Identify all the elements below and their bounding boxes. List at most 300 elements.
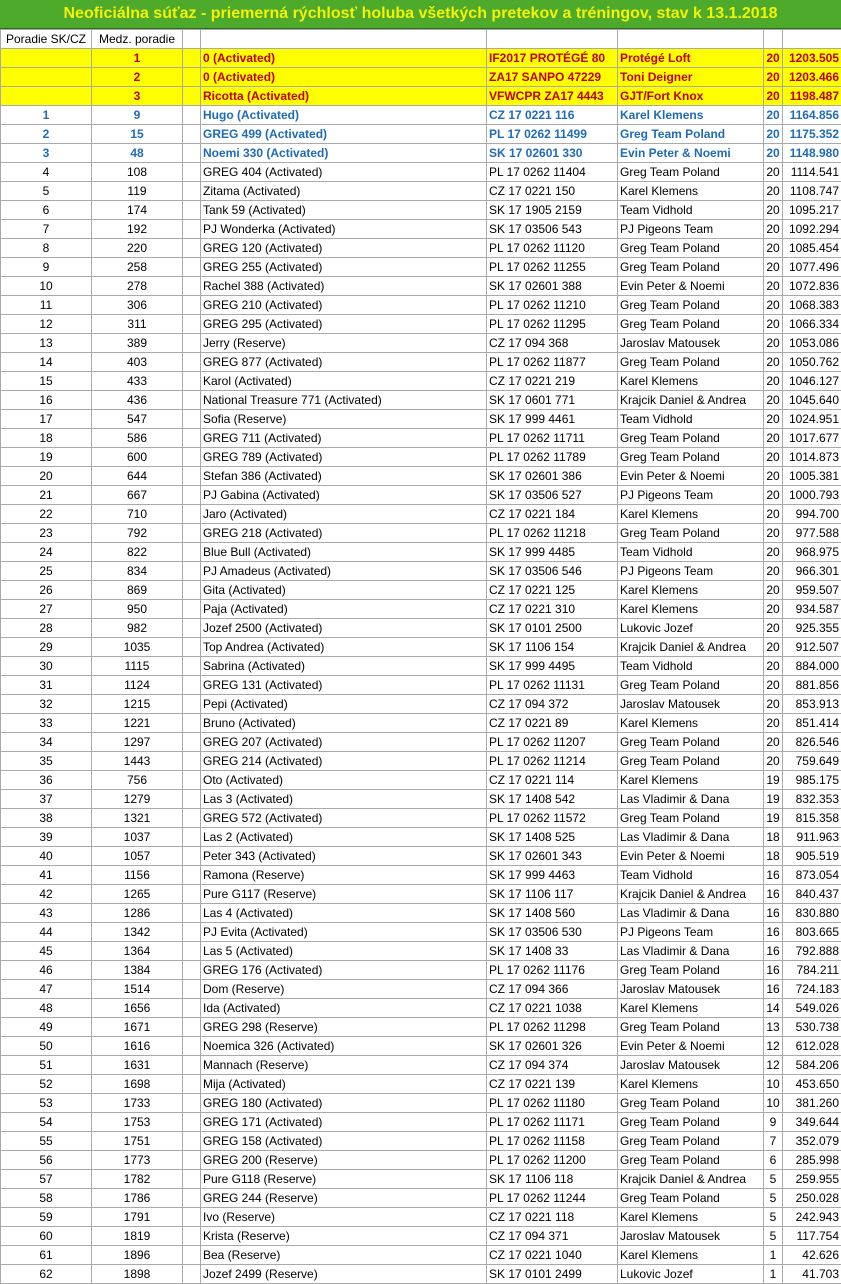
pigeon-name-cell: Ida (Activated)	[201, 999, 487, 1018]
table-row	[1, 1151, 841, 1170]
owner-cell: Greg Team Poland	[618, 1018, 764, 1037]
owner-cell: Greg Team Poland	[618, 239, 764, 258]
ring-number-cell: PL 17 0262 11200	[487, 1151, 618, 1170]
rank-intl-cell: 1631	[92, 1056, 183, 1075]
spacer-cell	[183, 448, 201, 467]
pigeon-name-cell: Peter 343 (Activated)	[201, 847, 487, 866]
ring-number-cell: SK 17 1106 154	[487, 638, 618, 657]
owner-cell: Karel Klemens	[618, 505, 764, 524]
rank-sk-cell: 16	[1, 391, 92, 410]
speed-cell: 1014.873	[783, 448, 841, 467]
spacer-cell	[183, 600, 201, 619]
rank-intl-cell: 1156	[92, 866, 183, 885]
spacer-cell	[183, 923, 201, 942]
pigeon-name-cell: PJ Evita (Activated)	[201, 923, 487, 942]
ring-number-cell: PL 17 0262 11210	[487, 296, 618, 315]
race-count-cell: 20	[764, 87, 783, 106]
race-count-cell: 20	[764, 144, 783, 163]
rank-sk-cell: 32	[1, 695, 92, 714]
owner-cell: Jaroslav Matousek	[618, 1056, 764, 1075]
rank-sk-cell: 52	[1, 1075, 92, 1094]
rank-sk-cell: 13	[1, 334, 92, 353]
rank-intl-cell: 1782	[92, 1170, 183, 1189]
table-row	[1, 942, 841, 961]
ring-number-cell: CZ 17 0221 1040	[487, 1246, 618, 1265]
pigeon-name-cell: Oto (Activated)	[201, 771, 487, 790]
header-rank-sk: Poradie SK/CZ	[1, 30, 92, 49]
ring-number-cell: SK 17 03506 530	[487, 923, 618, 942]
speed-cell: 851.414	[783, 714, 841, 733]
spacer-cell	[183, 866, 201, 885]
speed-cell: 724.183	[783, 980, 841, 999]
race-count-cell: 10	[764, 1075, 783, 1094]
rank-intl-cell: 306	[92, 296, 183, 315]
rank-intl-cell: 1384	[92, 961, 183, 980]
rank-intl-cell: 258	[92, 258, 183, 277]
race-count-cell: 20	[764, 277, 783, 296]
rank-sk-cell: 53	[1, 1094, 92, 1113]
speed-cell: 285.998	[783, 1151, 841, 1170]
race-count-cell: 20	[764, 562, 783, 581]
pigeon-name-cell: PJ Gabina (Activated)	[201, 486, 487, 505]
pigeon-name-cell: Tank 59 (Activated)	[201, 201, 487, 220]
spacer-cell	[183, 353, 201, 372]
owner-cell: Greg Team Poland	[618, 1189, 764, 1208]
rank-intl-cell: 1443	[92, 752, 183, 771]
owner-cell: Karel Klemens	[618, 581, 764, 600]
speed-cell: 1164.856	[783, 106, 841, 125]
rank-intl-cell: 792	[92, 524, 183, 543]
rank-intl-cell: 834	[92, 562, 183, 581]
spacer-cell	[183, 562, 201, 581]
table-row	[1, 1132, 841, 1151]
rank-sk-cell: 21	[1, 486, 92, 505]
speed-cell: 549.026	[783, 999, 841, 1018]
race-count-cell: 1	[764, 1246, 783, 1265]
owner-cell: Greg Team Poland	[618, 353, 764, 372]
pigeon-name-cell: GREG 295 (Activated)	[201, 315, 487, 334]
table-row	[1, 790, 841, 809]
speed-cell: 612.028	[783, 1037, 841, 1056]
race-count-cell: 20	[764, 581, 783, 600]
rank-intl-cell: 756	[92, 771, 183, 790]
table-row	[1, 809, 841, 828]
speed-cell: 840.437	[783, 885, 841, 904]
rank-intl-cell: 1898	[92, 1265, 183, 1284]
rank-sk-cell: 31	[1, 676, 92, 695]
owner-cell: Krajcik Daniel & Andrea	[618, 1170, 764, 1189]
rank-intl-cell: 9	[92, 106, 183, 125]
ring-number-cell: PL 17 0262 11295	[487, 315, 618, 334]
owner-cell: Jaroslav Matousek	[618, 980, 764, 999]
spacer-cell	[183, 1075, 201, 1094]
race-count-cell: 12	[764, 1056, 783, 1075]
speed-cell: 959.507	[783, 581, 841, 600]
rank-sk-cell: 62	[1, 1265, 92, 1284]
rank-sk-cell: 36	[1, 771, 92, 790]
table-row	[1, 847, 841, 866]
spacer-cell	[183, 1151, 201, 1170]
rank-intl-cell: 822	[92, 543, 183, 562]
rank-intl-cell: 1297	[92, 733, 183, 752]
rank-intl-cell: 1656	[92, 999, 183, 1018]
speed-cell: 42.626	[783, 1246, 841, 1265]
table-row	[1, 657, 841, 676]
pigeon-name-cell: Las 2 (Activated)	[201, 828, 487, 847]
speed-cell: 1045.640	[783, 391, 841, 410]
rank-intl-cell: 1819	[92, 1227, 183, 1246]
spacer-cell	[183, 201, 201, 220]
rank-intl-cell: 1035	[92, 638, 183, 657]
pigeon-name-cell: Bea (Reserve)	[201, 1246, 487, 1265]
rank-sk-cell: 45	[1, 942, 92, 961]
spacer-cell	[183, 144, 201, 163]
spacer-cell	[183, 733, 201, 752]
pigeon-name-cell: GREG 711 (Activated)	[201, 429, 487, 448]
speed-cell: 250.028	[783, 1189, 841, 1208]
rank-sk-cell: 37	[1, 790, 92, 809]
ring-number-cell: CZ 17 0221 150	[487, 182, 618, 201]
rank-intl-cell: 547	[92, 410, 183, 429]
rank-sk-cell: 46	[1, 961, 92, 980]
pigeon-name-cell: GREG 214 (Activated)	[201, 752, 487, 771]
rank-intl-cell: 667	[92, 486, 183, 505]
pigeon-name-cell: Jozef 2499 (Reserve)	[201, 1265, 487, 1284]
spacer-cell	[183, 106, 201, 125]
spacer-cell	[183, 1094, 201, 1113]
ring-number-cell: SK 17 999 4461	[487, 410, 618, 429]
spacer-cell	[183, 49, 201, 68]
spacer-cell	[183, 638, 201, 657]
rank-sk-cell: 2	[1, 125, 92, 144]
owner-cell: Karel Klemens	[618, 1208, 764, 1227]
owner-cell: Karel Klemens	[618, 182, 764, 201]
race-count-cell: 20	[764, 258, 783, 277]
rank-intl-cell: 1671	[92, 1018, 183, 1037]
rank-sk-cell: 55	[1, 1132, 92, 1151]
rank-sk-cell: 28	[1, 619, 92, 638]
race-count-cell: 20	[764, 106, 783, 125]
table-row	[1, 87, 841, 106]
header-rank-intl: Medz. poradie	[92, 30, 183, 49]
pigeon-name-cell: GREG 210 (Activated)	[201, 296, 487, 315]
pigeon-name-cell: GREG 298 (Reserve)	[201, 1018, 487, 1037]
owner-cell: Las Vladimir & Dana	[618, 790, 764, 809]
race-count-cell: 20	[764, 125, 783, 144]
pigeon-name-cell: Mannach (Reserve)	[201, 1056, 487, 1075]
rank-intl-cell: 1221	[92, 714, 183, 733]
table-row	[1, 144, 841, 163]
ring-number-cell: PL 17 0262 11176	[487, 961, 618, 980]
table-row	[1, 106, 841, 125]
owner-cell: Evin Peter & Noemi	[618, 144, 764, 163]
ring-number-cell: PL 17 0262 11877	[487, 353, 618, 372]
race-count-cell: 14	[764, 999, 783, 1018]
rank-sk-cell: 61	[1, 1246, 92, 1265]
speed-cell: 453.650	[783, 1075, 841, 1094]
speed-cell: 905.519	[783, 847, 841, 866]
pigeon-name-cell: Rachel 388 (Activated)	[201, 277, 487, 296]
race-count-cell: 20	[764, 201, 783, 220]
table-row	[1, 467, 841, 486]
ring-number-cell: SK 17 02601 326	[487, 1037, 618, 1056]
spacer-cell	[183, 828, 201, 847]
table-row	[1, 163, 841, 182]
owner-cell: Las Vladimir & Dana	[618, 904, 764, 923]
ring-number-cell: SK 17 1408 33	[487, 942, 618, 961]
rank-sk-cell: 3	[1, 144, 92, 163]
race-count-cell: 20	[764, 68, 783, 87]
spacer-cell	[183, 771, 201, 790]
speed-cell: 1108.747	[783, 182, 841, 201]
table-row	[1, 961, 841, 980]
pigeon-name-cell: GREG 180 (Activated)	[201, 1094, 487, 1113]
ring-number-cell: CZ 17 0221 114	[487, 771, 618, 790]
rank-sk-cell: 24	[1, 543, 92, 562]
rank-sk-cell: 51	[1, 1056, 92, 1075]
table-row	[1, 125, 841, 144]
pigeon-name-cell: Zitama (Activated)	[201, 182, 487, 201]
race-count-cell: 18	[764, 828, 783, 847]
race-count-cell: 20	[764, 638, 783, 657]
owner-cell: Greg Team Poland	[618, 296, 764, 315]
pigeon-name-cell: Pepi (Activated)	[201, 695, 487, 714]
speed-cell: 1053.086	[783, 334, 841, 353]
owner-cell: Greg Team Poland	[618, 448, 764, 467]
table-row	[1, 1265, 841, 1284]
pigeon-name-cell: Jerry (Reserve)	[201, 334, 487, 353]
race-count-cell: 20	[764, 296, 783, 315]
rank-sk-cell: 43	[1, 904, 92, 923]
speed-cell: 1046.127	[783, 372, 841, 391]
ring-number-cell: SK 17 02601 386	[487, 467, 618, 486]
spacer-cell	[183, 1189, 201, 1208]
race-count-cell: 20	[764, 410, 783, 429]
owner-cell: PJ Pigeons Team	[618, 923, 764, 942]
ring-number-cell: PL 17 0262 11158	[487, 1132, 618, 1151]
ring-number-cell: PL 17 0262 11789	[487, 448, 618, 467]
speed-cell: 1068.383	[783, 296, 841, 315]
table-row	[1, 239, 841, 258]
owner-cell: Greg Team Poland	[618, 676, 764, 695]
pigeon-name-cell: Pure G117 (Reserve)	[201, 885, 487, 904]
race-count-cell: 20	[764, 714, 783, 733]
ring-number-cell: CZ 17 0221 1038	[487, 999, 618, 1018]
spacer-cell	[183, 68, 201, 87]
rank-sk-cell: 54	[1, 1113, 92, 1132]
table-row	[1, 733, 841, 752]
ring-number-cell: PL 17 0262 11499	[487, 125, 618, 144]
speed-cell: 759.649	[783, 752, 841, 771]
speed-cell: 349.644	[783, 1113, 841, 1132]
speed-cell: 1175.352	[783, 125, 841, 144]
rank-intl-cell: 1791	[92, 1208, 183, 1227]
race-count-cell: 16	[764, 942, 783, 961]
ring-number-cell: PL 17 0262 11131	[487, 676, 618, 695]
table-row	[1, 258, 841, 277]
rank-sk-cell: 59	[1, 1208, 92, 1227]
ring-number-cell: PL 17 0262 11180	[487, 1094, 618, 1113]
spacer-cell	[183, 505, 201, 524]
spacer-cell	[183, 277, 201, 296]
speed-cell: 830.880	[783, 904, 841, 923]
owner-cell: Jaroslav Matousek	[618, 334, 764, 353]
race-count-cell: 16	[764, 866, 783, 885]
ring-number-cell: PL 17 0262 11214	[487, 752, 618, 771]
owner-cell: Jaroslav Matousek	[618, 695, 764, 714]
rank-intl-cell: 1321	[92, 809, 183, 828]
table-row	[1, 296, 841, 315]
pigeon-name-cell: GREG 789 (Activated)	[201, 448, 487, 467]
rank-sk-cell: 18	[1, 429, 92, 448]
spacer-cell	[183, 1056, 201, 1075]
speed-cell: 832.353	[783, 790, 841, 809]
table-row	[1, 562, 841, 581]
race-count-cell: 16	[764, 961, 783, 980]
rank-intl-cell: 982	[92, 619, 183, 638]
ring-number-cell: SK 17 1408 525	[487, 828, 618, 847]
speed-cell: 925.355	[783, 619, 841, 638]
ring-number-cell: SK 17 999 4463	[487, 866, 618, 885]
rank-sk-cell: 15	[1, 372, 92, 391]
race-count-cell: 16	[764, 980, 783, 999]
owner-cell: Lukovic Jozef	[618, 619, 764, 638]
rank-intl-cell: 1514	[92, 980, 183, 999]
table-row	[1, 1189, 841, 1208]
race-count-cell: 5	[764, 1227, 783, 1246]
rank-intl-cell: 436	[92, 391, 183, 410]
ring-number-cell: CZ 17 0221 184	[487, 505, 618, 524]
spacer-cell	[183, 980, 201, 999]
ring-number-cell: SK 17 1408 560	[487, 904, 618, 923]
speed-cell: 884.000	[783, 657, 841, 676]
rank-intl-cell: 15	[92, 125, 183, 144]
owner-cell: Krajcik Daniel & Andrea	[618, 885, 764, 904]
table-row	[1, 1018, 841, 1037]
table-row	[1, 277, 841, 296]
owner-cell: GJT/Fort Knox	[618, 87, 764, 106]
table-row	[1, 619, 841, 638]
rank-intl-cell: 1773	[92, 1151, 183, 1170]
rank-intl-cell: 389	[92, 334, 183, 353]
ring-number-cell: CZ 17 094 366	[487, 980, 618, 999]
pigeon-name-cell: GREG 877 (Activated)	[201, 353, 487, 372]
speed-cell: 117.754	[783, 1227, 841, 1246]
rank-sk-cell: 27	[1, 600, 92, 619]
rank-sk-cell: 11	[1, 296, 92, 315]
rank-intl-cell: 1286	[92, 904, 183, 923]
pigeon-name-cell: GREG 131 (Activated)	[201, 676, 487, 695]
spacer-cell	[183, 847, 201, 866]
pigeon-name-cell: Las 4 (Activated)	[201, 904, 487, 923]
rank-sk-cell: 10	[1, 277, 92, 296]
pigeon-name-cell: Noemi 330 (Activated)	[201, 144, 487, 163]
speed-cell: 41.703	[783, 1265, 841, 1284]
ring-number-cell: PL 17 0262 11218	[487, 524, 618, 543]
race-count-cell: 20	[764, 619, 783, 638]
table-row	[1, 1170, 841, 1189]
owner-cell: Karel Klemens	[618, 1246, 764, 1265]
race-count-cell: 5	[764, 1170, 783, 1189]
race-count-cell: 20	[764, 467, 783, 486]
table-row	[1, 581, 841, 600]
spacer-cell	[183, 163, 201, 182]
pigeon-name-cell: GREG 244 (Reserve)	[201, 1189, 487, 1208]
speed-cell: 881.856	[783, 676, 841, 695]
table-row	[1, 220, 841, 239]
ring-number-cell: VFWCPR ZA17 4443	[487, 87, 618, 106]
rank-intl-cell: 869	[92, 581, 183, 600]
speed-cell: 792.888	[783, 942, 841, 961]
rank-sk-cell: 7	[1, 220, 92, 239]
rank-sk-cell: 30	[1, 657, 92, 676]
owner-cell: Greg Team Poland	[618, 752, 764, 771]
rank-sk-cell: 8	[1, 239, 92, 258]
race-count-cell: 20	[764, 372, 783, 391]
rank-sk-cell: 58	[1, 1189, 92, 1208]
race-count-cell: 6	[764, 1151, 783, 1170]
rank-intl-cell: 174	[92, 201, 183, 220]
rank-intl-cell: 403	[92, 353, 183, 372]
spacer-cell	[183, 467, 201, 486]
race-count-cell: 20	[764, 163, 783, 182]
table-row	[1, 448, 841, 467]
speed-cell: 815.358	[783, 809, 841, 828]
pigeon-name-cell: GREG 572 (Activated)	[201, 809, 487, 828]
ring-number-cell: SK 17 02601 388	[487, 277, 618, 296]
rank-sk-cell: 60	[1, 1227, 92, 1246]
table-row	[1, 1227, 841, 1246]
speed-cell: 1148.980	[783, 144, 841, 163]
table-row	[1, 334, 841, 353]
spacer-cell	[183, 1208, 201, 1227]
spacer-cell	[183, 1037, 201, 1056]
speed-cell: 381.260	[783, 1094, 841, 1113]
rank-sk-cell: 48	[1, 999, 92, 1018]
rank-sk-cell: 35	[1, 752, 92, 771]
spacer-cell	[183, 429, 201, 448]
rank-sk-cell: 40	[1, 847, 92, 866]
speed-cell: 853.913	[783, 695, 841, 714]
spacer-cell	[183, 334, 201, 353]
rank-sk-cell: 57	[1, 1170, 92, 1189]
rank-intl-cell: 108	[92, 163, 183, 182]
speed-cell: 1092.294	[783, 220, 841, 239]
spacer-cell	[183, 752, 201, 771]
race-count-cell: 20	[764, 334, 783, 353]
spacer-cell	[183, 543, 201, 562]
speed-cell: 977.588	[783, 524, 841, 543]
table-row	[1, 771, 841, 790]
race-count-cell: 20	[764, 733, 783, 752]
race-count-cell: 13	[764, 1018, 783, 1037]
speed-cell: 1203.466	[783, 68, 841, 87]
rank-sk-cell: 38	[1, 809, 92, 828]
spacer-cell	[183, 220, 201, 239]
rank-sk-cell	[1, 49, 92, 68]
race-count-cell: 20	[764, 49, 783, 68]
rank-sk-cell: 1	[1, 106, 92, 125]
rank-sk-cell: 29	[1, 638, 92, 657]
rank-intl-cell: 710	[92, 505, 183, 524]
pigeon-name-cell: Krista (Reserve)	[201, 1227, 487, 1246]
rank-sk-cell: 33	[1, 714, 92, 733]
owner-cell: Greg Team Poland	[618, 809, 764, 828]
table-row	[1, 486, 841, 505]
spacer-cell	[183, 1227, 201, 1246]
rank-intl-cell: 1037	[92, 828, 183, 847]
table-row	[1, 752, 841, 771]
